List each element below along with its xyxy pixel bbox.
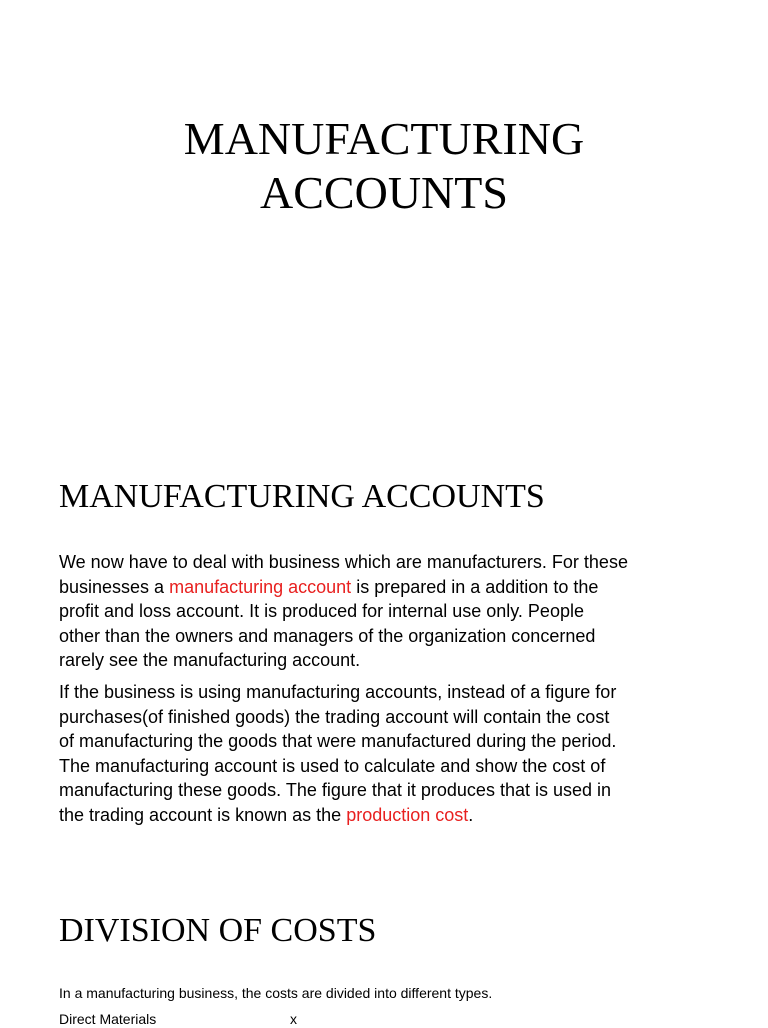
paragraph-line: profit and loss account. It is produced for internal use only. People [59,601,584,621]
paragraph-line: of manufacturing the goods that were manufactured during the period. [59,731,617,751]
paragraph-line [59,803,739,828]
section-heading-division-of-costs: DIVISION OF COSTS [59,912,377,949]
paragraph-line: If the business is using manufacturing accounts, instead of a figure for [59,682,617,702]
paragraph-line: manufacturing these goods. The figure that it produces that is used in [59,780,612,800]
paragraph-line: We now have to deal with business which are manufacturers. For these [59,552,628,572]
division-intro-text: In a manufacturing business, the costs are divided into different types. [59,985,493,1001]
title-line-1: MANUFACTURING [183,113,585,164]
paragraph-line: other than the owners and managers of the organization concerned [59,625,596,646]
paragraph-line: purchases(of finished goods) the trading account will contain the cost [59,706,610,727]
paragraph-line [59,575,739,600]
paragraph-intro [59,550,739,673]
text-run: is prepared in a addition to the [351,576,599,597]
document-title [0,112,768,220]
cost-label: Direct Materials [59,1011,157,1027]
paragraph-production-cost [59,680,739,827]
text-run: businesses a [59,576,170,597]
highlight-production-cost: production cost [346,804,469,825]
title-line-2: ACCOUNTS [260,167,508,218]
paragraph-line: rarely see the manufacturing account. [59,650,361,670]
highlight-manufacturing-account: manufacturing account [169,576,352,597]
cost-row [59,1010,359,1028]
text-run: . [468,804,474,825]
paragraph-line: The manufacturing account is used to calculate and show the cost of [59,755,606,776]
text-run: the trading account is known as the [59,804,347,825]
section-heading-manufacturing-accounts: MANUFACTURING ACCOUNTS [59,478,545,515]
cost-value: x [290,1011,297,1027]
